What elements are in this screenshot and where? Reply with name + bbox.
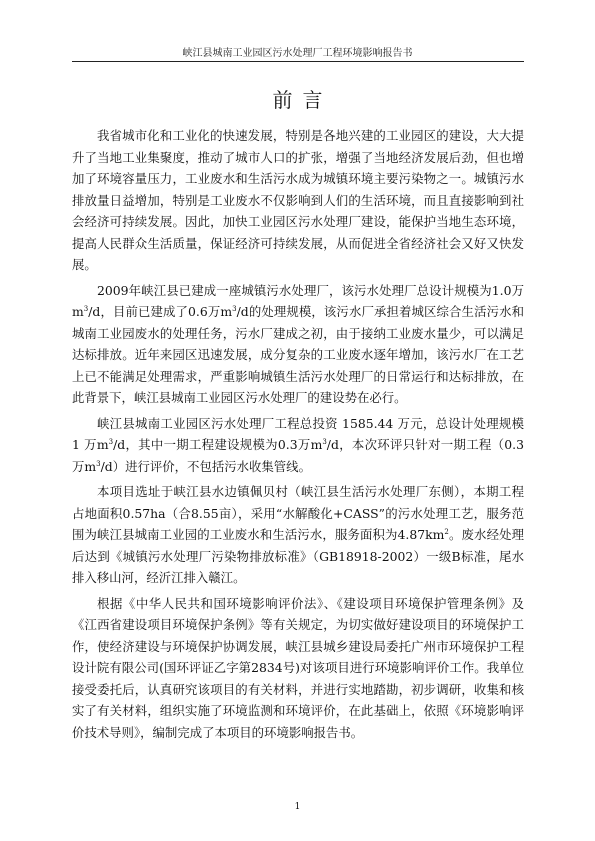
text-segment: /d，其中一期工程建设规模为0.3万m	[113, 437, 323, 452]
paragraph-legal-basis: 根据《中华人民共和国环境影响评价法》、《建设项目环境保护管理条例》及《江西省建设项目环境保护条例》等有关规定，为切实做好建设项目的环境保护工作，使经济建设与环境保护协调发展，峡江县城乡建设局委托广州市环境保护工程设计院有限公司(国环评证乙字第2834号)对该项目进行环境影响评价工作。我单位接受委托后，认真研究该项目的有关材料，并进行实地踏勘，初步调研，收集和核实了有关材料，组织实施了环境监测和环境评价，在此基础上，依照《环境影响评价技术导则》，编制完成了本项目的环境影响报告书。	[72, 595, 524, 740]
superscript: 3	[108, 438, 114, 446]
text-segment: 本项目选址于峡江县水边镇佩贝村（峡江县生活污水处理厂东侧），本期工程占地面积0.57ha（合8.55亩），采用“水解酸化+CASS”的污水处理工艺，服务范围为峡江县城南工业园的工业废水和生活污水，服务面积为4.87km	[72, 484, 524, 542]
superscript: 3	[232, 305, 237, 313]
paragraph-intro: 我省城市化和工业化的快速发展，特别是各地兴建的工业园区的建设，大大提升了当地工业集聚度，推动了城市人口的扩张，增强了当地经济发展后劲，但也增加了环境容量压力，工业废水和生活污水成为城镇环境主要污染物之一。城镇污水排放量日益增加，特别是工业废水不仅影响到人们的生活环境，而且直接影响到社会经济可持续发展。因此，加快工业园区污水处理厂建设，能保护当地生态环境，提高人民群众生活质量，保证经济可持续发展，从而促进全省经济社会又好又快发展。	[72, 128, 524, 272]
superscript: 2	[444, 528, 449, 536]
paragraph-site	[72, 481, 524, 589]
page-title: 前言	[272, 88, 333, 112]
running-header: 峡江县城南工业园区污水处理厂工程环境影响报告书	[182, 48, 413, 59]
superscript: 3	[96, 459, 101, 468]
superscript: 3	[322, 438, 327, 446]
superscript: 3	[83, 305, 89, 313]
text-segment: /d的处理规模，该污水厂承担着城区综合生活污水和城南工业园废水的处理任务，污水厂建成之初，由于接纳工业废水量少，可以满足达标排放。近年来园区迅速发展，成分复杂的工业废水逐年增加，该污水厂在工艺上已不能满足处理需求，严重影响城镇生活污水处理厂的日常运行和达标排放，在此背景下，峡江县城南工业园区污水处理厂的建设势在必行。	[72, 304, 525, 405]
text-segment: 2009年峡江县已建成一座城镇污水处理厂，该污水处理厂总设计规模为1.0万m	[72, 282, 524, 319]
body-text	[72, 125, 524, 747]
paragraph-investment	[72, 413, 524, 478]
text-segment: /d，本次环评只针对一期工程（0.3万m	[72, 437, 525, 474]
text-segment: /d）进行评价，不包括污水收集管线。	[100, 458, 311, 474]
header-divider	[72, 61, 524, 62]
text-segment: 。废水经处理后达到《城镇污水处理厂污染物排放标准》（GB18918-2002）一级B标准，尾水排入移山河，经沂江排入赣江。	[72, 527, 525, 585]
paragraph-background	[72, 280, 524, 409]
text-segment: 峡江县城南工业园区污水处理厂工程总投资 1585.44 万元，总设计处理规模 1 万m	[72, 415, 524, 452]
page-number: 1	[294, 802, 301, 812]
text-segment: /d，目前已建成了0.6万m	[88, 304, 233, 319]
